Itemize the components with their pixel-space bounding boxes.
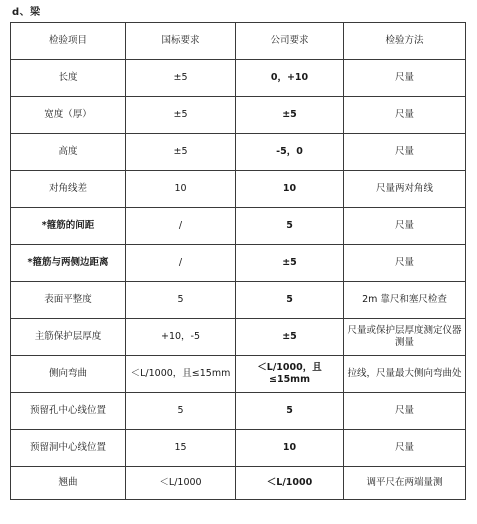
company-cell: 0，+10 (236, 60, 344, 97)
national-cell: ＜L/1000，且≤15mm (126, 356, 236, 393)
method-cell: 尺量 (344, 134, 466, 171)
company-cell: 5 (236, 208, 344, 245)
method-cell: 尺量 (344, 430, 466, 467)
table-row (11, 430, 466, 467)
item-cell: 预留洞中心线位置 (11, 430, 126, 467)
table-row (11, 171, 466, 208)
company-cell: 5 (236, 282, 344, 319)
national-cell: 5 (126, 282, 236, 319)
national-cell: ±5 (126, 97, 236, 134)
table-row (11, 467, 466, 500)
item-cell: 翘曲 (11, 467, 126, 500)
method-cell: 尺量或保护层厚度测定仪器测量 (344, 319, 466, 356)
national-cell: +10，-5 (126, 319, 236, 356)
table-row (11, 208, 466, 245)
method-cell: 尺量 (344, 245, 466, 282)
item-cell: 对角线差 (11, 171, 126, 208)
header-inspection-method: 检验方法 (344, 23, 466, 60)
national-cell: / (126, 245, 236, 282)
item-cell: 高度 (11, 134, 126, 171)
item-cell: 预留孔中心线位置 (11, 393, 126, 430)
table-row (11, 356, 466, 393)
method-cell: 尺量 (344, 60, 466, 97)
header-national-standard: 国标要求 (126, 23, 236, 60)
item-cell: 侧向弯曲 (11, 356, 126, 393)
company-cell: 10 (236, 430, 344, 467)
company-cell: ＜L/1000 (236, 467, 344, 500)
table-row (11, 319, 466, 356)
method-cell: 尺量两对角线 (344, 171, 466, 208)
method-cell: 尺量 (344, 393, 466, 430)
company-cell: ±5 (236, 245, 344, 282)
national-cell: 15 (126, 430, 236, 467)
method-cell: 尺量 (344, 97, 466, 134)
item-cell: *箍筋的间距 (11, 208, 126, 245)
company-cell: 10 (236, 171, 344, 208)
method-cell: 调平尺在两端量测 (344, 467, 466, 500)
company-cell: 5 (236, 393, 344, 430)
table-row (11, 134, 466, 171)
item-cell: 表面平整度 (11, 282, 126, 319)
item-cell: 宽度（厚） (11, 97, 126, 134)
beam-inspection-table (10, 22, 466, 500)
table-row (11, 282, 466, 319)
company-cell: ＜L/1000，且≤15mm (236, 356, 344, 393)
table-header-row (11, 23, 466, 60)
header-company-requirement: 公司要求 (236, 23, 344, 60)
national-cell: ±5 (126, 134, 236, 171)
method-cell: 尺量 (344, 208, 466, 245)
national-cell: / (126, 208, 236, 245)
item-cell: *箍筋与两侧边距离 (11, 245, 126, 282)
table-row (11, 393, 466, 430)
method-cell: 2m 靠尺和塞尺检查 (344, 282, 466, 319)
table-row (11, 60, 466, 97)
national-cell: ＜L/1000 (126, 467, 236, 500)
table-row (11, 97, 466, 134)
company-cell: ±5 (236, 97, 344, 134)
national-cell: 10 (126, 171, 236, 208)
national-cell: ±5 (126, 60, 236, 97)
company-cell: -5，0 (236, 134, 344, 171)
table-row (11, 245, 466, 282)
item-cell: 主筋保护层厚度 (11, 319, 126, 356)
company-cell: ±5 (236, 319, 344, 356)
section-heading: d、梁 (12, 7, 41, 18)
item-cell: 长度 (11, 60, 126, 97)
method-cell: 拉线，尺量最大侧向弯曲处 (344, 356, 466, 393)
header-inspection-item: 检验项目 (11, 23, 126, 60)
national-cell: 5 (126, 393, 236, 430)
